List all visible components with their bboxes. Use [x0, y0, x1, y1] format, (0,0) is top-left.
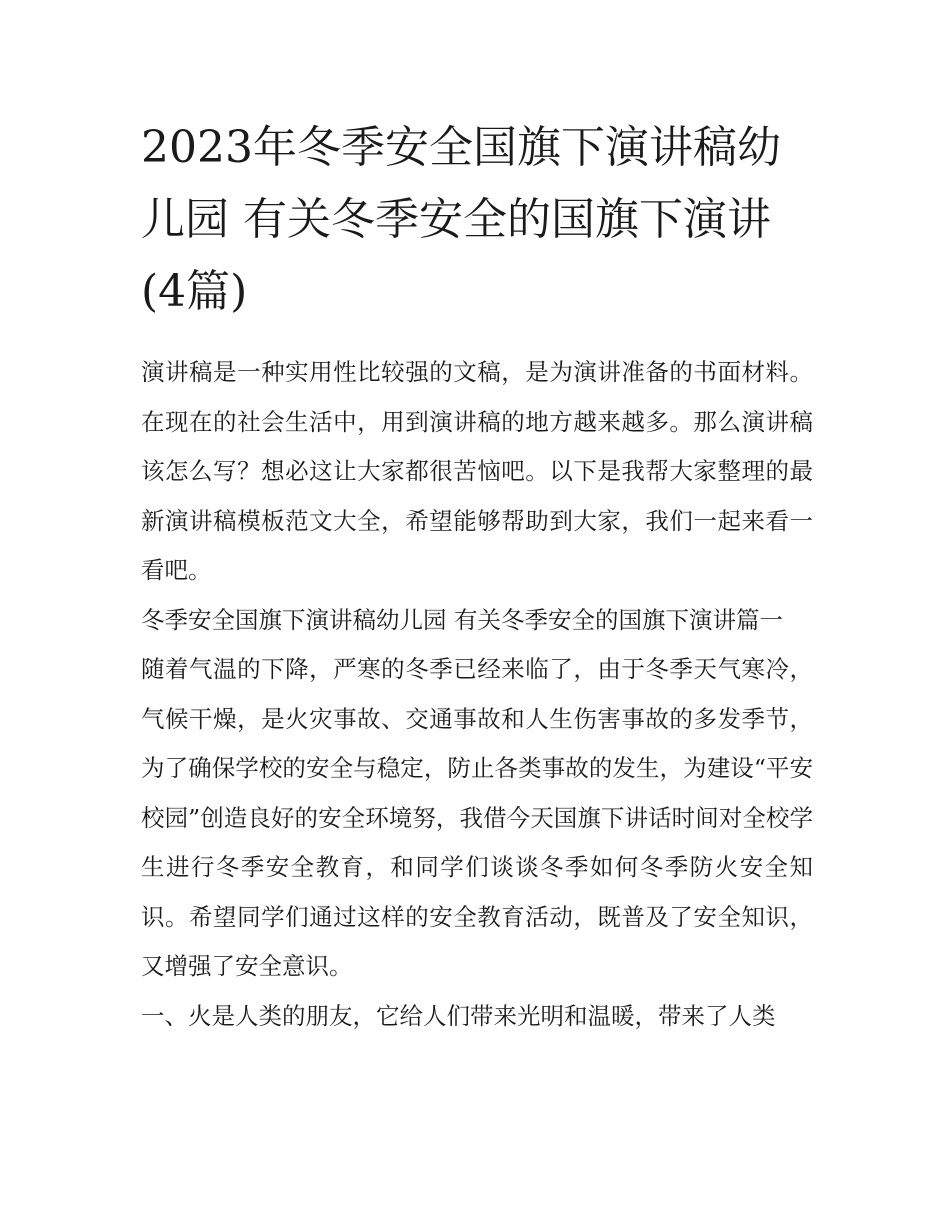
intro-paragraph: 演讲稿是一种实用性比较强的文稿，是为演讲准备的书面材料。在现在的社会生活中，用到演讲稿的地方越来越多。那么演讲稿该怎么写？想必这让大家都很苦恼吧。以下是我帮大家整理的最新演讲稿模板范文大全，希望能够帮助到大家，我们一起来看一看吧。: [141, 358, 813, 584]
body-paragraph-continued: 一、火是人类的朋友，它给人们带来光明和温暖，带来了人类: [141, 1001, 776, 1030]
document-title: 2023年冬季安全国旗下演讲稿幼儿园 有关冬季安全的国旗下演讲(4篇): [141, 122, 781, 317]
body-paragraph: 随着气温的下降，严寒的冬季已经来临了，由于冬季天气寒冷，气候干燥，是火灾事故、交通事故和人生伤害事故的多发季节，为了确保学校的安全与稳定，防止各类事故的发生，为建设“平安校园”创造良好的安全环境努，我借今天国旗下讲话时间对全校学生进行冬季安全教育，和同学们谈谈冬季如何冬季防火安全知识。希望同学们通过这样的安全教育活动，既普及了安全知识，又增强了安全意识。: [141, 655, 813, 980]
document-body: [141, 112, 813, 1041]
section-heading: 冬季安全国旗下演讲稿幼儿园 有关冬季安全的国旗下演讲篇一: [141, 605, 783, 634]
